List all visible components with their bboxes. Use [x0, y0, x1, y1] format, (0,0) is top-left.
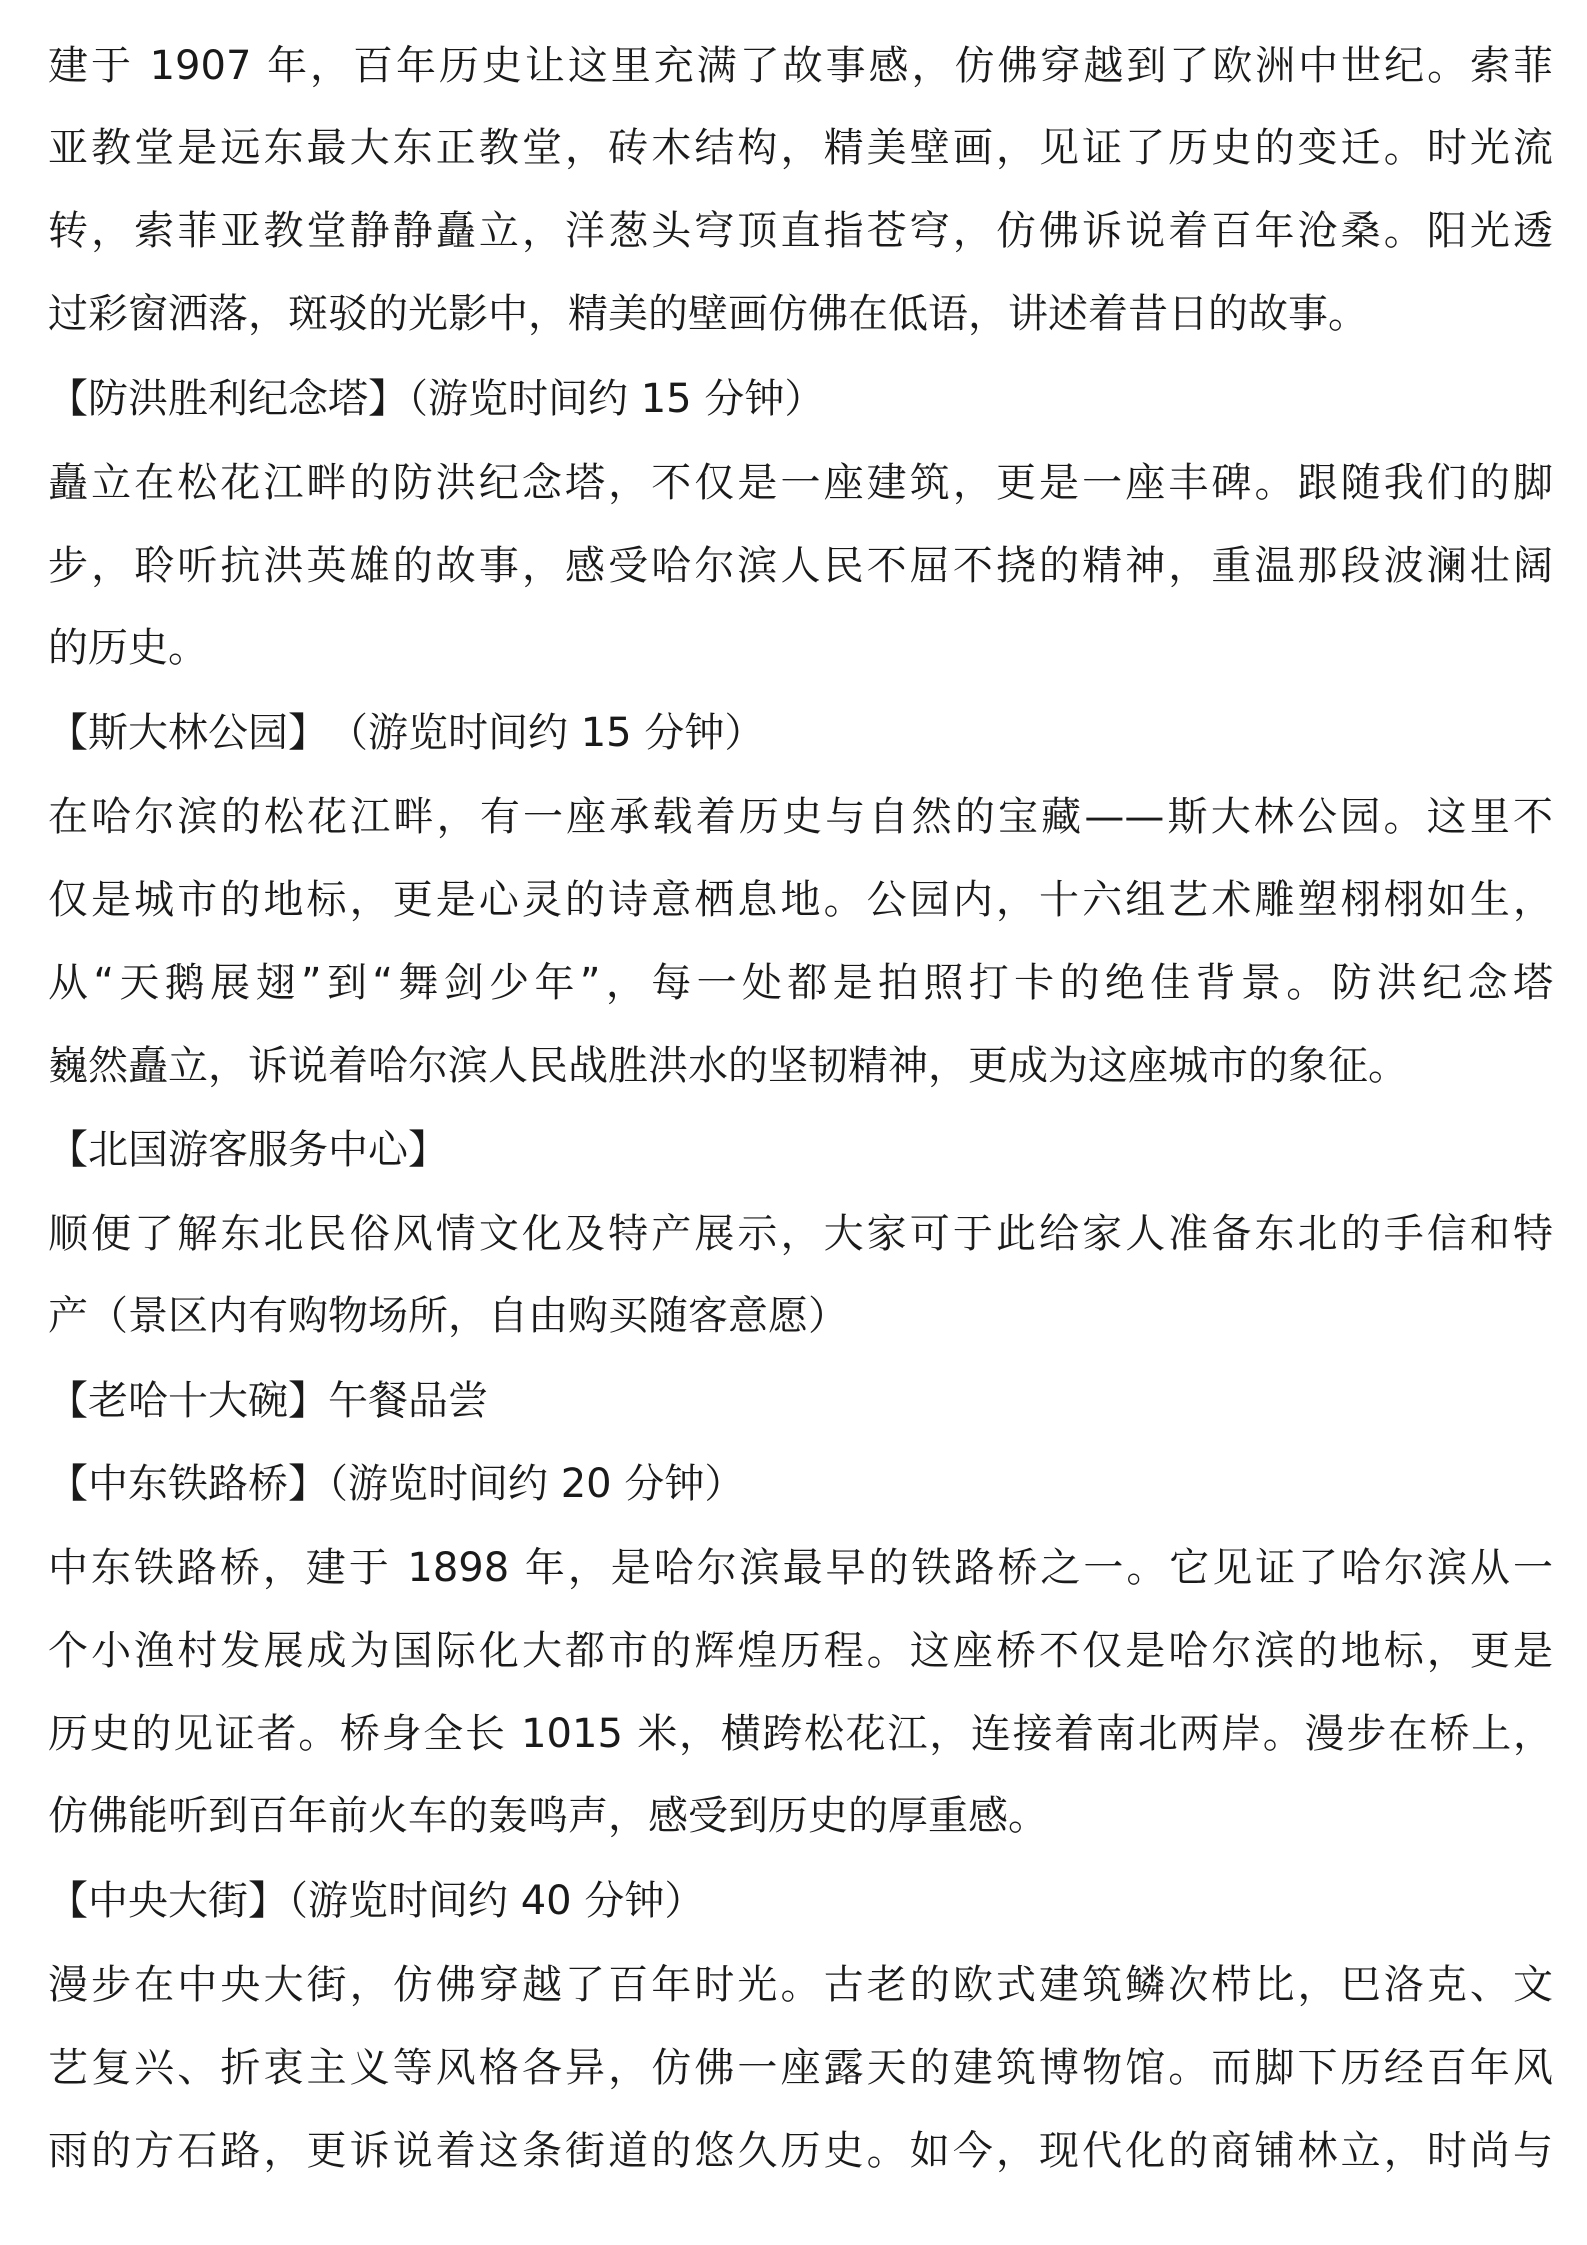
paragraph-line: 顺便了解东北民俗风情文化及特产展示，大家可于此给家人准备东北的手信和特 [48, 1211, 1553, 1257]
paragraph-line: 仅是城市的地标，更是心灵的诗意栖息地。公园内，十六组艺术雕塑栩栩如生， [48, 877, 1553, 923]
paragraph-line: 历史的见证者。桥身全长 1015 米，横跨松花江，连接着南北两岸。漫步在桥上， [48, 1711, 1553, 1757]
paragraph-line: 雨的方石路，更诉说着这条街道的悠久历史。如今，现代化的商铺林立，时尚与 [48, 2128, 1553, 2174]
paragraph-line: 在哈尔滨的松花江畔，有一座承载着历史与自然的宝藏——斯大林公园。这里不 [48, 794, 1553, 840]
paragraph-line: 仿佛能听到百年前火车的轰鸣声，感受到历史的厚重感。 [48, 1793, 1048, 1839]
paragraph-line: 中东铁路桥，建于 1898 年，是哈尔滨最早的铁路桥之一。它见证了哈尔滨从一 [48, 1545, 1553, 1591]
section-heading: 【斯大林公园】 （游览时间约 15 分钟） [48, 710, 765, 756]
paragraph-line: 过彩窗洒落，斑驳的光影中，精美的壁画仿佛在低语，讲述着昔日的故事。 [48, 291, 1368, 337]
paragraph-line: 漫步在中央大街，仿佛穿越了百年时光。古老的欧式建筑鳞次栉比，巴洛克、文 [48, 1962, 1553, 2008]
paragraph-line: 矗立在松花江畔的防洪纪念塔，不仅是一座建筑，更是一座丰碑。跟随我们的脚 [48, 460, 1553, 506]
paragraph-line: 建于 1907 年，百年历史让这里充满了故事感，仿佛穿越到了欧洲中世纪。索菲 [48, 43, 1553, 89]
paragraph-line: 艺复兴、折衷主义等风格各异，仿佛一座露天的建筑博物馆。而脚下历经百年风 [48, 2045, 1553, 2091]
paragraph-line: 巍然矗立，诉说着哈尔滨人民战胜洪水的坚韧精神，更成为这座城市的象征。 [48, 1043, 1408, 1089]
paragraph-line: 个小渔村发展成为国际化大都市的辉煌历程。这座桥不仅是哈尔滨的地标，更是 [48, 1628, 1553, 1674]
paragraph-line: 从“天鹅展翅”到“舞剑少年”，每一处都是拍照打卡的绝佳背景。防洪纪念塔 [48, 960, 1553, 1006]
paragraph-line: 亚教堂是远东最大东正教堂，砖木结构，精美壁画，见证了历史的变迁。时光流 [48, 125, 1553, 171]
paragraph-line: 产（景区内有购物场所，自由购买随客意愿） [48, 1293, 848, 1339]
section-heading: 【老哈十大碗】午餐品尝 [48, 1378, 488, 1424]
section-heading: 【中东铁路桥】（游览时间约 20 分钟） [48, 1461, 745, 1507]
section-heading: 【防洪胜利纪念塔】（游览时间约 15 分钟） [48, 376, 825, 422]
paragraph-line: 步，聆听抗洪英雄的故事，感受哈尔滨人民不屈不挠的精神，重温那段波澜壮阔 [48, 543, 1553, 589]
paragraph-line: 的历史。 [48, 625, 208, 671]
paragraph-line: 转，索菲亚教堂静静矗立，洋葱头穹顶直指苍穹，仿佛诉说着百年沧桑。阳光透 [48, 208, 1553, 254]
section-heading: 【北国游客服务中心】 [48, 1127, 448, 1173]
section-heading: 【中央大街】（游览时间约 40 分钟） [48, 1878, 705, 1924]
